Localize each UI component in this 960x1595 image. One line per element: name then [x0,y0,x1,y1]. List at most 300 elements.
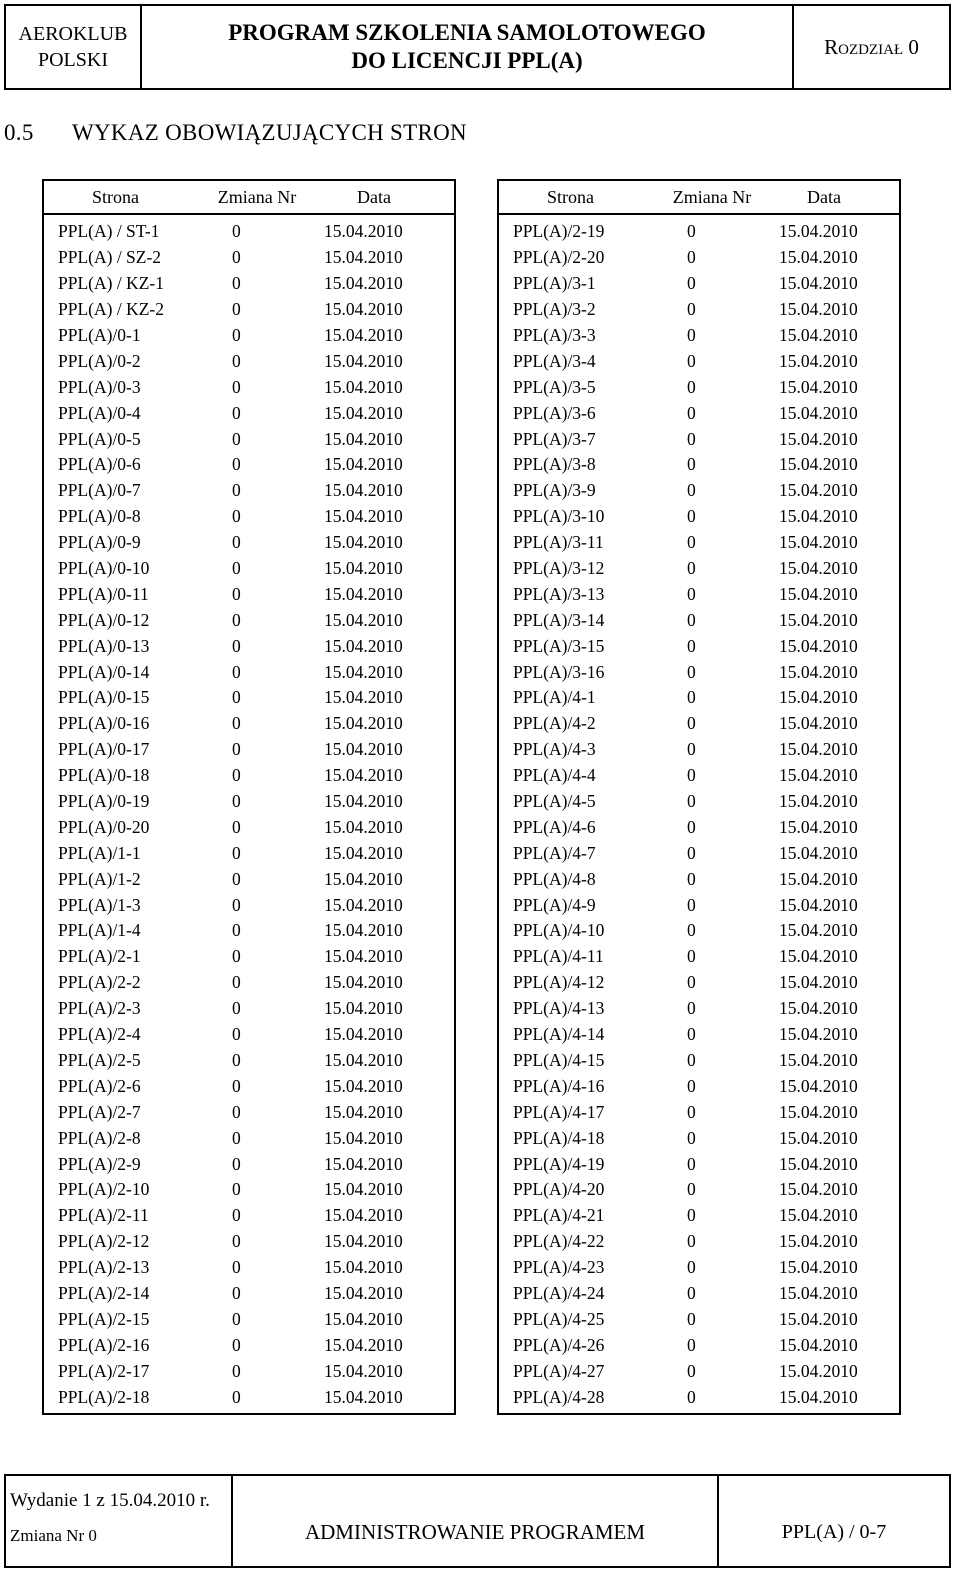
cell-page: PPL(A)/4-16 [513,1075,605,1096]
table-row [44,1281,454,1307]
cell-page: PPL(A)/3-10 [513,506,605,527]
cell-date: 15.04.2010 [779,480,858,501]
cell-page: PPL(A)/4-7 [513,842,596,863]
cell-page: PPL(A)/4-27 [513,1360,605,1381]
cell-date: 15.04.2010 [324,1360,403,1381]
cell-change: 0 [232,247,241,268]
table-body [499,215,899,1413]
cell-change: 0 [687,765,696,786]
cell-page: PPL(A)/1-3 [58,894,141,915]
cell-date: 15.04.2010 [324,791,403,812]
table-row [44,400,454,426]
cell-date: 15.04.2010 [779,1308,858,1329]
table-row [499,219,899,245]
cell-change: 0 [687,791,696,812]
cell-date: 15.04.2010 [779,1257,858,1278]
cell-date: 15.04.2010 [324,946,403,967]
cell-date: 15.04.2010 [779,325,858,345]
cell-page: PPL(A)/0-3 [58,376,141,397]
table-row [499,1281,899,1307]
table-row [44,685,454,711]
cell-date: 15.04.2010 [324,376,403,397]
table-row [499,789,899,815]
table-row [44,892,454,918]
table-row [499,840,899,866]
cell-date: 15.04.2010 [779,454,858,475]
cell-page: PPL(A)/3-12 [513,558,605,579]
cell-date: 15.04.2010 [324,532,403,553]
column-header-page: Strona [92,186,139,207]
cell-change: 0 [232,454,241,475]
cell-date: 15.04.2010 [324,1179,403,1200]
cell-page: PPL(A)/4-22 [513,1231,605,1252]
cell-change: 0 [232,920,241,941]
cell-date: 15.04.2010 [779,1049,858,1070]
cell-change: 0 [687,1386,696,1407]
table-row [44,814,454,840]
cell-page: PPL(A)/2-4 [58,1024,141,1045]
table-header [44,181,454,215]
cell-page: PPL(A)/3-4 [513,350,596,371]
cell-page: PPL(A)/4-12 [513,972,605,993]
cell-change: 0 [687,376,696,397]
cell-change: 0 [687,946,696,967]
table-body [44,215,454,1413]
cell-date: 15.04.2010 [779,350,858,371]
cell-page: PPL(A)/4-6 [513,816,596,837]
cell-change: 0 [232,946,241,967]
header-chapter [794,6,949,88]
cell-date: 15.04.2010 [324,273,403,294]
table-row [499,659,899,685]
cell-change: 0 [687,609,696,630]
cell-change: 0 [687,998,696,1019]
cell-page: PPL(A)/4-21 [513,1205,605,1226]
cell-change: 0 [687,920,696,941]
cell-page: PPL(A)/0-14 [58,661,150,682]
table-row [44,840,454,866]
cell-page: PPL(A)/2-11 [58,1205,149,1226]
cell-page: PPL(A)/3-14 [513,609,605,630]
cell-page: PPL(A)/0-9 [58,532,141,553]
table-row [44,245,454,271]
cell-change: 0 [687,1257,696,1278]
cell-change: 0 [232,765,241,786]
document-footer [4,1474,951,1568]
cell-date: 15.04.2010 [324,998,403,1019]
table-row [44,556,454,582]
cell-page: PPL(A)/0-10 [58,558,150,579]
cell-page: PPL(A)/4-19 [513,1153,605,1174]
cell-page: PPL(A)/3-7 [513,428,596,449]
cell-page: PPL(A)/3-8 [513,454,596,475]
cell-date: 15.04.2010 [324,1075,403,1096]
cell-change: 0 [687,299,696,320]
cell-page: PPL(A)/3-6 [513,402,596,423]
cell-page: PPL(A)/2-5 [58,1049,141,1070]
cell-date: 15.04.2010 [324,454,403,475]
cell-date: 15.04.2010 [324,609,403,630]
cell-page: PPL(A)/4-3 [513,739,596,760]
cell-change: 0 [687,480,696,501]
table-row [499,1177,899,1203]
column-header-change: Zmiana Nr [672,186,752,207]
table-row [499,245,899,271]
cell-date: 15.04.2010 [779,1282,858,1303]
cell-change: 0 [232,1308,241,1329]
cell-change: 0 [232,558,241,579]
table-row [499,478,899,504]
cell-change: 0 [232,739,241,760]
table-row [499,1022,899,1048]
cell-change: 0 [232,1257,241,1278]
cell-change: 0 [687,868,696,889]
cell-change: 0 [687,816,696,837]
cell-date: 15.04.2010 [324,920,403,941]
footer-center-text: ADMINISTROWANIE PROGRAMEM [304,1519,646,1544]
cell-date: 15.04.2010 [779,1075,858,1096]
cell-page: PPL(A)/0-12 [58,609,150,630]
cell-change: 0 [687,221,696,242]
cell-date: 15.04.2010 [324,1205,403,1226]
header-title-line2: DO LICENCJI PPL(A) [351,48,583,73]
cell-date: 15.04.2010 [324,816,403,837]
cell-date: 15.04.2010 [779,247,858,268]
cell-change: 0 [232,842,241,863]
table-row [499,1099,899,1125]
cell-change: 0 [232,661,241,682]
cell-page: PPL(A)/4-20 [513,1179,605,1200]
table-row [499,1073,899,1099]
cell-change: 0 [232,221,241,242]
cell-change: 0 [232,376,241,397]
table-row [44,1177,454,1203]
cell-page: PPL(A)/3-11 [513,532,604,553]
cell-date: 15.04.2010 [779,428,858,449]
table-row [44,1203,454,1229]
cell-page: PPL(A)/0-18 [58,765,150,786]
cell-page: PPL(A)/3-5 [513,376,596,397]
cell-date: 15.04.2010 [324,1386,403,1407]
table-row [44,1384,454,1410]
cell-change: 0 [232,1334,241,1355]
cell-change: 0 [687,1360,696,1381]
cell-page: PPL(A)/2-20 [513,247,605,268]
table-row [499,737,899,763]
cell-change: 0 [232,1153,241,1174]
cell-page: PPL(A)/4-25 [513,1308,605,1329]
cell-date: 15.04.2010 [324,350,403,371]
cell-page: PPL(A)/0-20 [58,816,150,837]
cell-page: PPL(A)/2-19 [513,221,605,242]
cell-change: 0 [687,1205,696,1226]
cell-change: 0 [687,247,696,268]
cell-page: PPL(A)/0-5 [58,428,141,449]
table-row [499,271,899,297]
cell-date: 15.04.2010 [324,325,403,345]
table-row [499,556,899,582]
cell-page: PPL(A)/0-13 [58,635,150,656]
cell-change: 0 [232,1179,241,1200]
cell-change: 0 [687,428,696,449]
cell-change: 0 [232,350,241,371]
cell-change: 0 [232,273,241,294]
cell-change: 0 [687,1179,696,1200]
pages-table-left [42,179,456,1415]
cell-change: 0 [232,583,241,604]
cell-date: 15.04.2010 [779,1360,858,1381]
cell-change: 0 [687,273,696,294]
cell-change: 0 [232,1360,241,1381]
table-row [499,607,899,633]
cell-change: 0 [232,1127,241,1148]
cell-date: 15.04.2010 [779,1231,858,1252]
cell-date: 15.04.2010 [324,1101,403,1122]
table-row [44,866,454,892]
cell-page: PPL(A) / SZ-2 [58,247,162,268]
table-row [44,737,454,763]
header-chapter-label: Rozdział 0 [824,34,919,59]
cell-change: 0 [232,868,241,889]
cell-date: 15.04.2010 [779,1101,858,1122]
cell-page: PPL(A)/1-4 [58,920,141,941]
cell-change: 0 [687,1231,696,1252]
table-row [44,944,454,970]
table-row [499,1306,899,1332]
cell-page: PPL(A)/2-10 [58,1179,150,1200]
cell-date: 15.04.2010 [324,247,403,268]
cell-date: 15.04.2010 [324,687,403,708]
table-row [499,297,899,323]
cell-page: PPL(A)/4-1 [513,687,596,708]
cell-page: PPL(A) / ST-1 [58,221,160,242]
table-row [44,530,454,556]
cell-change: 0 [687,972,696,993]
cell-change: 0 [232,1049,241,1070]
table-row [499,970,899,996]
cell-date: 15.04.2010 [324,1024,403,1045]
cell-page: PPL(A)/4-5 [513,791,596,812]
cell-page: PPL(A)/3-2 [513,299,596,320]
table-row [44,1022,454,1048]
cell-page: PPL(A)/4-8 [513,868,596,889]
cell-page: PPL(A)/3-9 [513,480,596,501]
cell-change: 0 [687,1308,696,1329]
cell-page: PPL(A)/2-8 [58,1127,141,1148]
table-row [499,892,899,918]
table-row [44,219,454,245]
table-row [44,763,454,789]
cell-change: 0 [232,1386,241,1407]
cell-page: PPL(A)/2-6 [58,1075,141,1096]
cell-date: 15.04.2010 [324,713,403,734]
cell-date: 15.04.2010 [779,558,858,579]
cell-date: 15.04.2010 [324,765,403,786]
cell-change: 0 [232,325,241,345]
cell-change: 0 [687,454,696,475]
table-row [499,711,899,737]
table-row [499,400,899,426]
cell-page: PPL(A)/2-3 [58,998,141,1019]
table-row [499,1384,899,1410]
header-org-line1: AEROKLUB [18,23,128,45]
table-row [44,297,454,323]
table-row [44,1099,454,1125]
table-row [499,504,899,530]
cell-date: 15.04.2010 [324,1334,403,1355]
cell-page: PPL(A)/1-2 [58,868,141,889]
table-row [499,633,899,659]
cell-page: PPL(A)/0-17 [58,739,150,760]
cell-date: 15.04.2010 [779,221,858,242]
cell-page: PPL(A)/4-2 [513,713,596,734]
table-row [44,633,454,659]
table-row [499,866,899,892]
cell-change: 0 [687,1101,696,1122]
cell-change: 0 [232,1282,241,1303]
cell-page: PPL(A)/4-9 [513,894,596,915]
cell-date: 15.04.2010 [324,299,403,320]
cell-date: 15.04.2010 [779,635,858,656]
table-row [499,374,899,400]
table-row [44,374,454,400]
table-row [499,1048,899,1074]
table-row [499,452,899,478]
cell-change: 0 [232,1024,241,1045]
cell-date: 15.04.2010 [779,972,858,993]
footer-edition-info [6,1476,233,1566]
table-row [44,323,454,349]
cell-page: PPL(A)/4-10 [513,920,605,941]
cell-change: 0 [687,506,696,527]
cell-date: 15.04.2010 [324,894,403,915]
cell-date: 15.04.2010 [779,1334,858,1355]
cell-date: 15.04.2010 [779,946,858,967]
table-row [44,1073,454,1099]
table-row [499,426,899,452]
cell-date: 15.04.2010 [324,1127,403,1148]
table-row [44,1125,454,1151]
cell-page: PPL(A) / KZ-2 [58,299,164,320]
cell-date: 15.04.2010 [324,1049,403,1070]
table-row [44,607,454,633]
cell-page: PPL(A)/2-2 [58,972,141,993]
cell-page: PPL(A)/0-1 [58,325,141,345]
section-number: 0.5 [4,120,34,145]
cell-page: PPL(A)/0-7 [58,480,141,501]
cell-date: 15.04.2010 [324,583,403,604]
cell-change: 0 [232,894,241,915]
cell-page: PPL(A)/3-13 [513,583,605,604]
cell-change: 0 [232,609,241,630]
cell-page: PPL(A)/2-13 [58,1257,150,1278]
cell-date: 15.04.2010 [779,842,858,863]
cell-date: 15.04.2010 [779,1386,858,1407]
cell-change: 0 [687,1075,696,1096]
cell-date: 15.04.2010 [779,506,858,527]
cell-change: 0 [232,506,241,527]
table-row [44,970,454,996]
table-row [44,1332,454,1358]
table-row [499,996,899,1022]
footer-edition: Wydanie 1 z 15.04.2010 r. [10,1490,210,1511]
cell-change: 0 [687,713,696,734]
cell-page: PPL(A)/4-18 [513,1127,605,1148]
table-row [499,1358,899,1384]
footer-page-number [719,1476,949,1566]
cell-date: 15.04.2010 [779,1024,858,1045]
cell-date: 15.04.2010 [779,273,858,294]
footer-change: Zmiana Nr 0 [10,1526,97,1545]
header-org-line2: POLSKI [37,49,108,71]
document-header [4,4,951,90]
cell-date: 15.04.2010 [779,1127,858,1148]
cell-page: PPL(A)/4-24 [513,1282,605,1303]
table-row [499,1203,899,1229]
cell-change: 0 [687,1153,696,1174]
cell-page: PPL(A)/3-1 [513,273,596,294]
table-row [499,814,899,840]
table-row [44,1229,454,1255]
table-row [499,1125,899,1151]
table-row [44,478,454,504]
cell-change: 0 [687,1024,696,1045]
cell-page: PPL(A)/4-13 [513,998,605,1019]
table-row [44,452,454,478]
cell-page: PPL(A)/4-11 [513,946,604,967]
cell-date: 15.04.2010 [779,1179,858,1200]
cell-change: 0 [232,532,241,553]
cell-page: PPL(A)/0-19 [58,791,150,812]
cell-change: 0 [232,1231,241,1252]
cell-page: PPL(A)/2-15 [58,1308,150,1329]
cell-change: 0 [687,661,696,682]
table-row [44,711,454,737]
cell-date: 15.04.2010 [779,299,858,320]
column-header-page: Strona [547,186,594,207]
cell-page: PPL(A) / KZ-1 [58,273,164,294]
cell-change: 0 [687,687,696,708]
cell-change: 0 [232,299,241,320]
table-row [44,659,454,685]
cell-change: 0 [232,402,241,423]
cell-date: 15.04.2010 [779,402,858,423]
cell-change: 0 [687,635,696,656]
cell-date: 15.04.2010 [779,661,858,682]
cell-change: 0 [687,558,696,579]
table-row [499,1151,899,1177]
cell-date: 15.04.2010 [779,920,858,941]
table-row [44,504,454,530]
table-row [44,581,454,607]
cell-page: PPL(A)/0-11 [58,583,149,604]
cell-change: 0 [687,350,696,371]
cell-date: 15.04.2010 [779,765,858,786]
cell-change: 0 [687,532,696,553]
cell-page: PPL(A)/0-4 [58,402,141,423]
cell-page: PPL(A)/2-17 [58,1360,150,1381]
table-row [499,1229,899,1255]
footer-section-name [233,1476,719,1566]
cell-page: PPL(A)/3-3 [513,325,596,345]
footer-page-text: PPL(A) / 0-7 [781,1520,887,1543]
table-row [44,1048,454,1074]
table-row [44,996,454,1022]
cell-change: 0 [232,480,241,501]
header-organization [6,6,142,88]
table-row [44,789,454,815]
table-row [499,1332,899,1358]
